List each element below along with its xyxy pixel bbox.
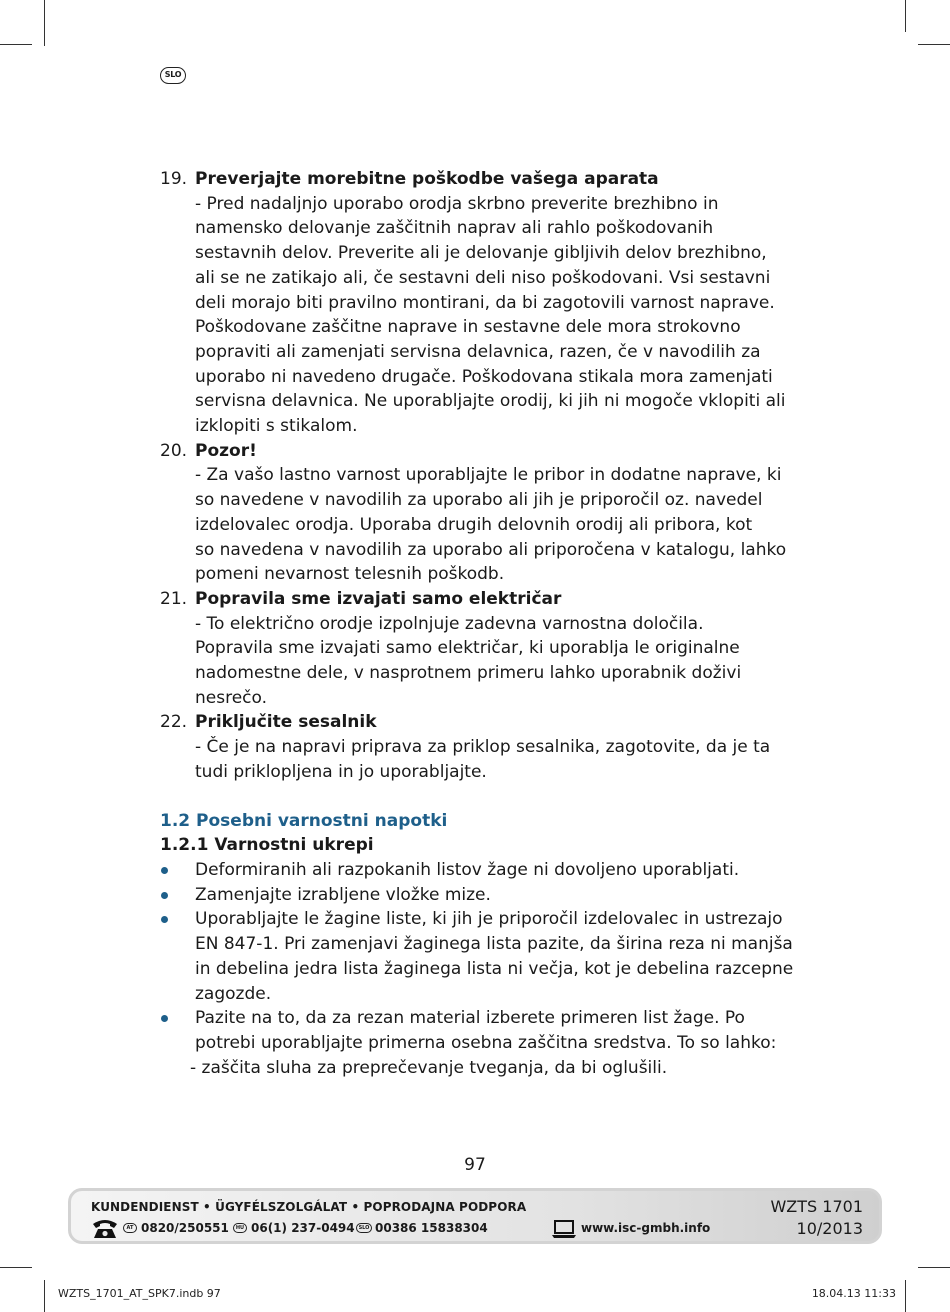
item-text-line: Poškodovane zaščitne naprave in sestavne dele mora strokovno <box>195 317 741 338</box>
bullet-text-line: Pazite na to, da za rezan material izberete primeren list žage. Po <box>195 1008 745 1029</box>
footer-service-box <box>68 1188 882 1244</box>
laptop-icon <box>551 1218 577 1240</box>
item-number: 21. <box>160 588 188 609</box>
bullet-text-line: Uporabljajte le žagine liste, ki jih je priporočil izdelovalec in ustrezajo <box>195 909 783 930</box>
bullet-dot-icon <box>161 867 168 874</box>
item-text-line: servisna delavnica. Ne uporabljajte orodij, ki jih ni mogoče vklopiti ali <box>195 391 786 412</box>
item-text-line: ali se ne zatikajo ali, če sestavni deli niso poškodovani. Vsi sestavni <box>195 267 771 288</box>
item-text-line: nesrečo. <box>195 687 268 708</box>
bullet-text-line: potrebi uporabljajte primerna osebna zaščitna sredstva. To so lahko: <box>195 1032 777 1053</box>
crop-mark <box>918 1267 950 1268</box>
model-info <box>770 1196 863 1240</box>
item-text-line: deli morajo biti pravilno montirani, da bi zagotovili varnost naprave. <box>195 292 775 313</box>
bullet-text-line: Zamenjajte izrabljene vložke mize. <box>195 884 491 905</box>
phone-number-slo: 00386 15838304 <box>375 1221 488 1235</box>
bullet-text-line: EN 847-1. Pri zamenjavi žaginega lista pazite, da širina reza ni manjša <box>195 934 793 955</box>
item-text-line: namensko delovanje zaščitnih naprav ali rahlo poškodovanih <box>195 218 714 239</box>
page-number: 97 <box>464 1155 486 1175</box>
crop-mark <box>0 1267 32 1268</box>
item-text-line: nadomestne dele, v nasprotnem primeru lahko uporabnik doživi <box>195 663 742 684</box>
phone-number-at: 0820/250551 <box>141 1221 229 1235</box>
bullet-dot-icon <box>161 892 168 899</box>
crop-mark <box>44 0 45 46</box>
footer-heading: KUNDENDIENST • ÜGYFÉLSZOLGÁLAT • POPRODAJNA PODPORA <box>91 1200 527 1214</box>
country-code-slo: SLO <box>356 1223 372 1233</box>
item-text-line: - Pred nadaljnjo uporabo orodja skrbno preverite brezhibno in <box>195 193 719 214</box>
country-code-at: AT <box>123 1223 137 1233</box>
item-text-line: so navedena v navodilih za uporabo ali priporočena v katalogu, lahko <box>195 539 787 560</box>
crop-mark <box>918 44 950 45</box>
bullet-item <box>160 1006 800 1055</box>
bullet-text-line: Deformiranih ali razpokanih listov žage ni dovoljeno uporabljati. <box>195 859 740 880</box>
bullet-text-line: in debelina jedra lista žaginega lista ni večja, kot je debelina razcepne <box>195 958 794 979</box>
numbered-item <box>160 439 800 587</box>
telephone-icon <box>91 1218 119 1240</box>
item-text-line: so navedene v navodilih za uporabo ali jih je priporočil oz. navedel <box>195 490 763 511</box>
crop-mark <box>0 44 32 45</box>
print-slug-file: WZTS_1701_AT_SPK7.indb 97 <box>58 1287 221 1300</box>
item-title: Pozor! <box>195 440 257 461</box>
subsection-title: 1.2.1 Varnostni ukrepi <box>160 835 374 856</box>
model-name: WZTS 1701 <box>770 1197 863 1216</box>
bullet-text-line: zagozde. <box>195 983 272 1004</box>
bullet-sub-line: - zaščita sluha za preprečevanje tveganja, da bi oglušili. <box>190 1057 668 1078</box>
section-title: 1.2 Posebni varnostni napotki <box>160 810 448 831</box>
crop-mark <box>44 1280 45 1312</box>
item-text-line: pomeni nevarnost telesnih poškodb. <box>195 564 505 585</box>
crop-mark <box>905 0 906 32</box>
website-link[interactable]: www.isc-gmbh.info <box>581 1221 711 1235</box>
crop-mark <box>905 1280 906 1312</box>
bullet-dot-icon <box>161 1015 168 1022</box>
numbered-item <box>160 167 800 439</box>
item-text-line: - Za vašo lastno varnost uporabljajte le pribor in dodatne naprave, ki <box>195 465 782 486</box>
item-text-line: popraviti ali zamenjati servisna delavnica, razen, če v navodilih za <box>195 341 761 362</box>
language-badge: SLO <box>160 67 186 84</box>
bullet-item <box>160 858 800 883</box>
numbered-item <box>160 710 800 784</box>
item-number: 20. <box>160 440 188 461</box>
model-date: 10/2013 <box>796 1219 863 1238</box>
item-text-line: sestavnih delov. Preverite ali je delovanje gibljivih delov brezhibno, <box>195 243 767 264</box>
phone-number-hu: 06(1) 237-0494 <box>251 1221 355 1235</box>
item-title: Preverjajte morebitne poškodbe vašega aparata <box>195 169 659 189</box>
item-text-line: uporabo ni navedeno drugače. Poškodovana stikala mora zamenjati <box>195 366 773 387</box>
item-number: 22. <box>160 712 188 733</box>
print-slug-timestamp: 18.04.13 11:33 <box>811 1287 896 1300</box>
bullet-item <box>160 907 800 1006</box>
item-number: 19. <box>160 169 188 189</box>
numbered-item <box>160 587 800 711</box>
item-text-line: tudi priklopljena in jo uporabljajte. <box>195 761 487 782</box>
item-title: Popravila sme izvajati samo električar <box>195 588 562 609</box>
country-code-hu: HU <box>233 1223 247 1233</box>
item-text-line: Popravila sme izvajati samo električar, ki uporablja le originalne <box>195 638 740 659</box>
item-text-line: izklopiti s stikalom. <box>195 416 358 437</box>
item-text-line: - To električno orodje izpolnjuje zadevna varnostna določila. <box>195 613 704 634</box>
bullet-list <box>160 858 800 1056</box>
bullet-dot-icon <box>161 916 168 923</box>
item-title: Priključite sesalnik <box>195 712 377 733</box>
bullet-item <box>160 883 800 908</box>
item-text-line: - Če je na napravi priprava za priklop sesalnika, zagotovite, da je ta <box>195 737 771 758</box>
document-content <box>160 167 800 1080</box>
numbered-list <box>160 167 800 785</box>
item-text-line: izdelovalec orodja. Uporaba drugih delovnih orodij ali pribora, kot <box>195 514 753 535</box>
